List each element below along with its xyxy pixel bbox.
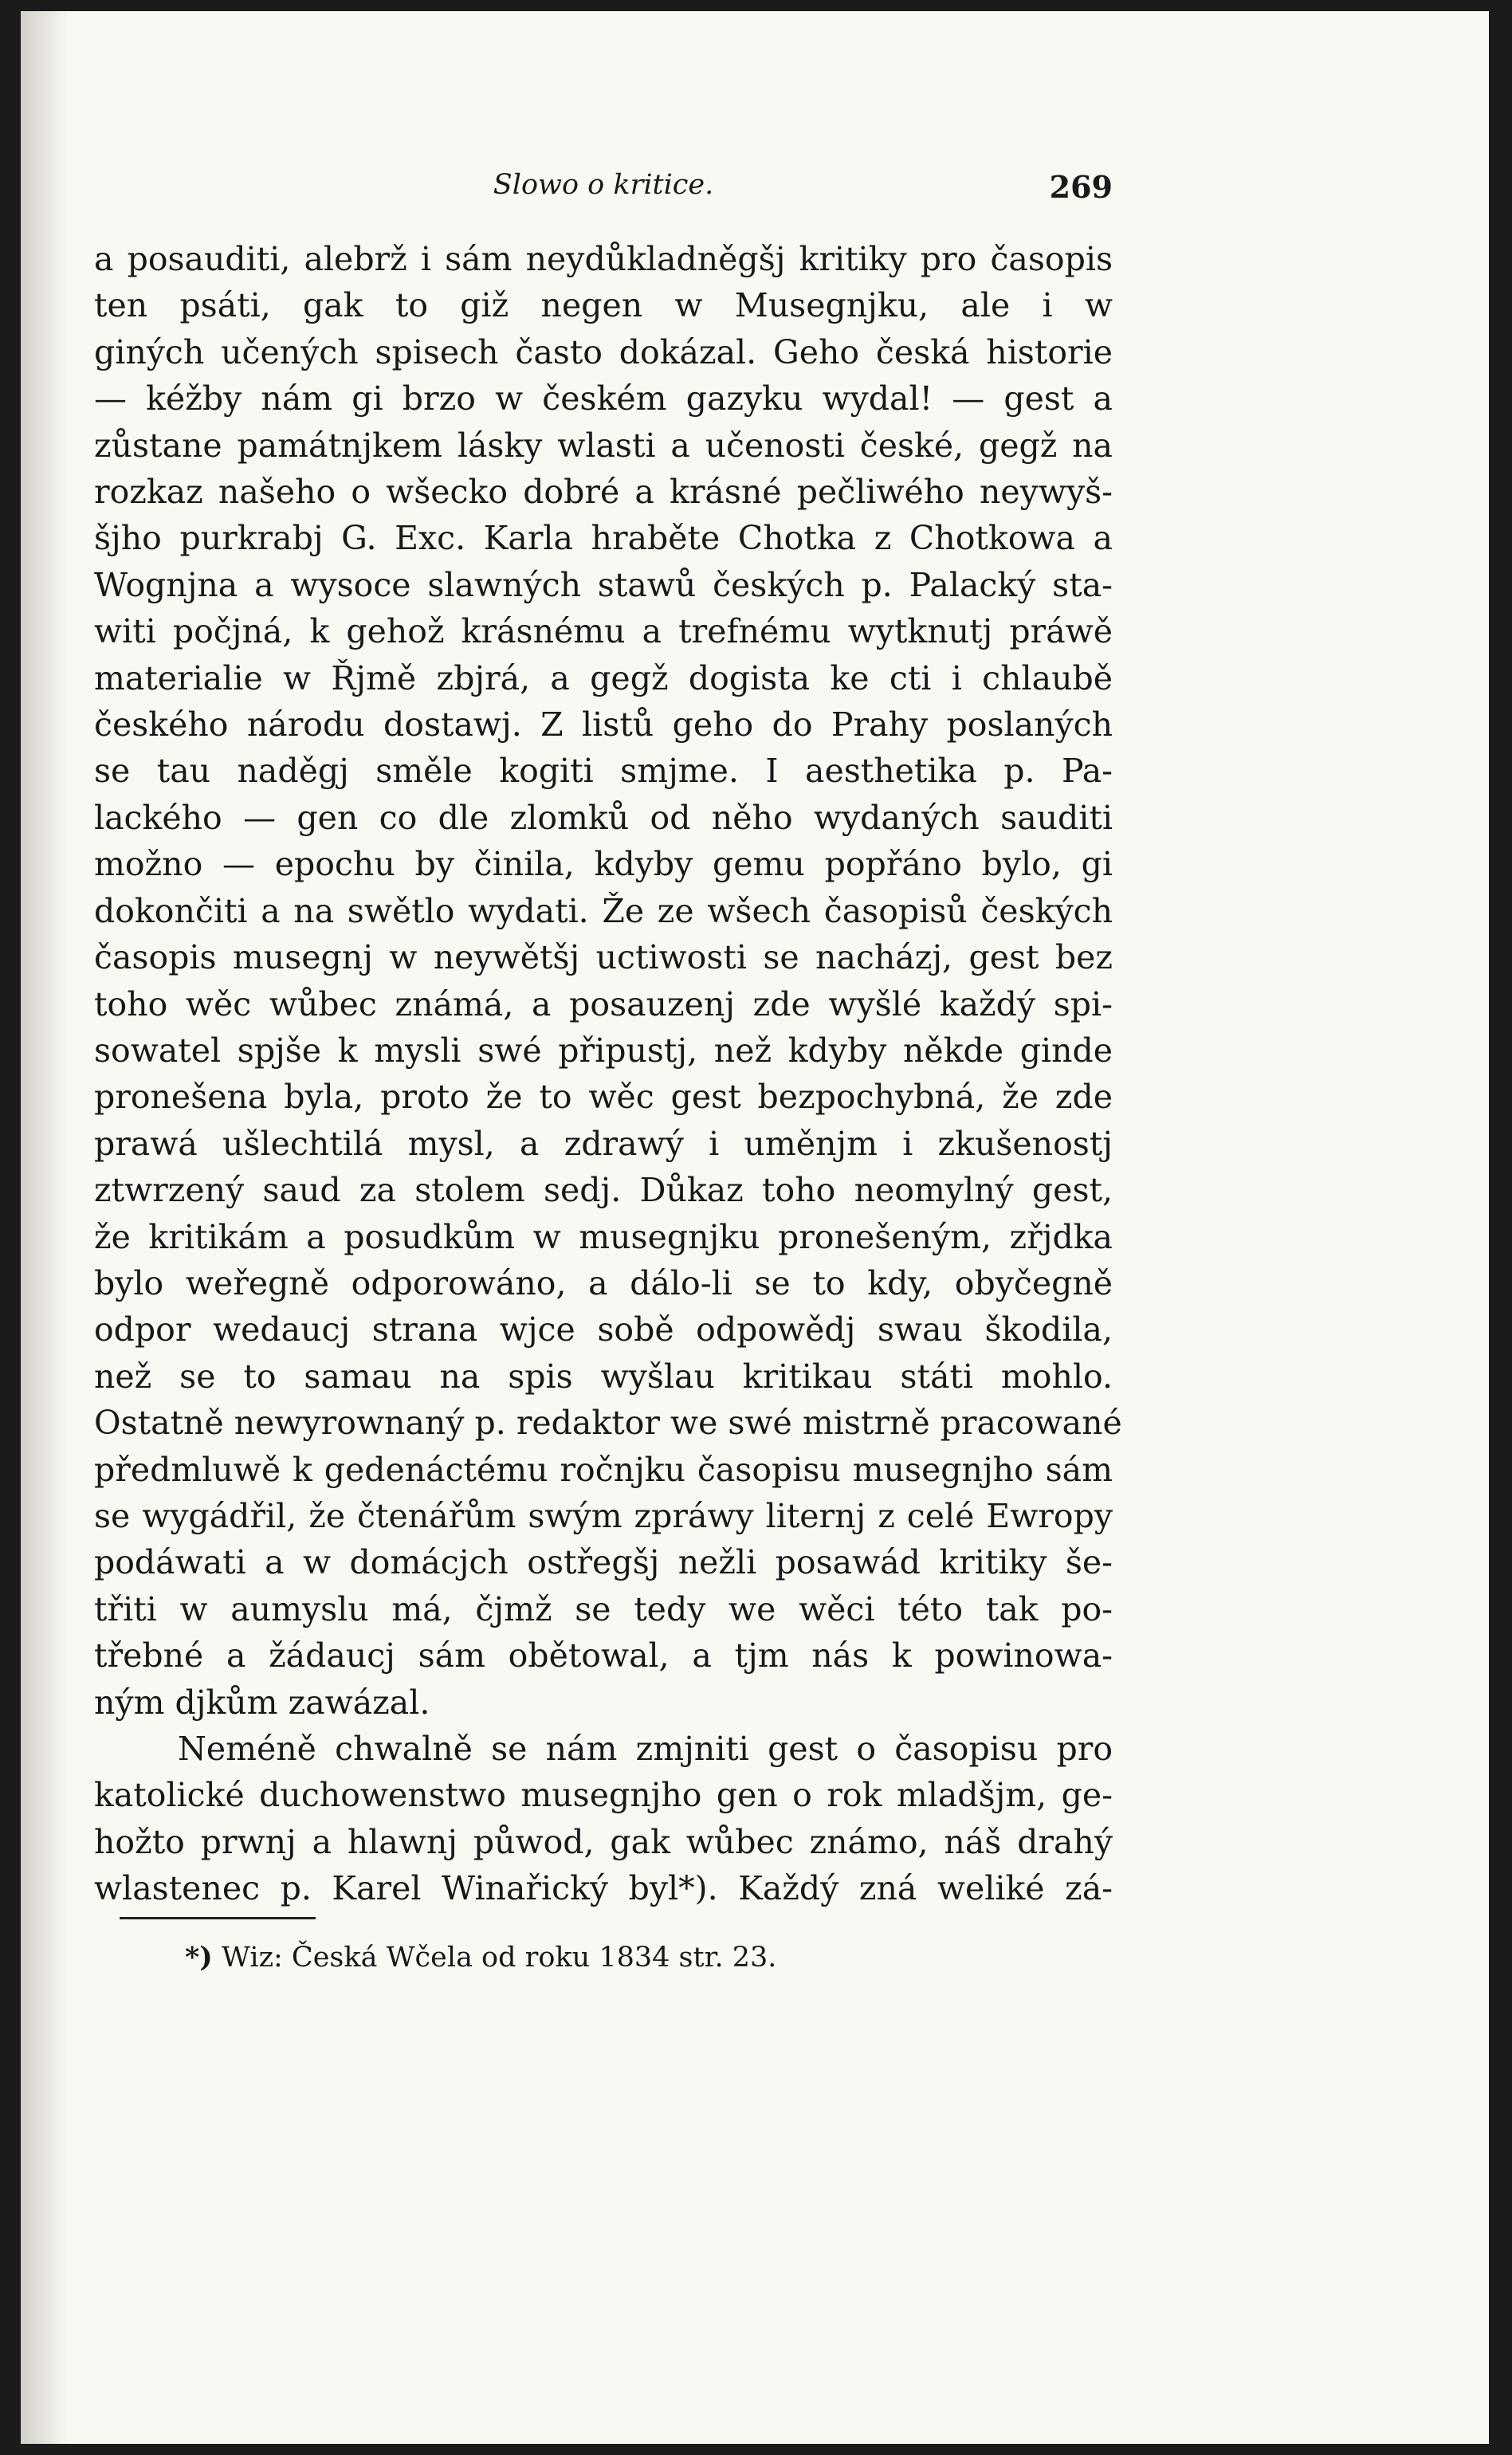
running-header — [94, 169, 1113, 225]
text-line: sowatel spjše k mysli swé připustj, než kdyby někde ginde — [94, 1031, 1113, 1070]
text-line: předmluwě k gedenáctému ročnjku časopisu musegnjho sám — [94, 1450, 1113, 1489]
text-line: prawá ušlechtilá mysl, a zdrawý i uměnjm i zkušenostj — [94, 1124, 1113, 1163]
text-line: Wognjna a wysoce slawných stawů českých p. Palacký sta- — [94, 565, 1113, 604]
text-line: možno — epochu by činila, kdyby gemu popřáno bylo, gi — [94, 845, 1113, 884]
footnote-rule — [120, 1917, 316, 1919]
text-line: materialie w Řjmě zbjrá, a gegž dogista ke cti i chlaubě — [94, 658, 1113, 697]
text-line: ným djkům zawázal. — [94, 1683, 430, 1722]
text-line: Neméně chwalně se nám zmjniti gest o časopisu pro — [178, 1730, 1113, 1768]
text-line: giných učených spisech často dokázal. Geho česká historie — [94, 332, 1113, 371]
text-line: dokončiti a na swětlo wydati. Že ze wšech časopisů českých — [94, 891, 1113, 930]
text-line: že kritikám a posudkům w musegnjku pronešeným, zřjdka — [94, 1217, 1113, 1256]
text-line: witi počjná, k gehož krásnému a trefnému wytknutj práwě — [94, 612, 1113, 651]
text-line: rozkaz našeho o wšecko dobré a krásné pečliwého neywyš- — [94, 473, 1113, 512]
text-line: zůstane památnjkem lásky wlasti a učenosti české, gegž na — [94, 426, 1113, 465]
text-line: než se to samau na spis wyšlau kritikau státi mohlo. — [94, 1357, 1113, 1396]
running-title: Slowo o kritice. — [493, 169, 714, 201]
text-line: třiti w aumyslu má, čjmž se tedy we wěci této tak po- — [94, 1589, 1113, 1628]
text-line: bylo weřegně odporowáno, a dálo-li se to kdy, obyčegně — [94, 1263, 1113, 1302]
text-line: katolické duchowenstwo musegnjho gen o rok mladšjm, ge- — [94, 1776, 1113, 1815]
text-line: se tau naděgj směle kogiti smjme. I aesthetika p. Pa- — [94, 752, 1113, 791]
text-line: se wygádřil, že čtenářům swým zpráwy liternj z celé Ewropy — [94, 1496, 1113, 1535]
text-line: hožto prwnj a hlawnj půwod, gak wůbec známo, náš drahý — [94, 1822, 1113, 1861]
text-line: Ostatně newyrownaný p. redaktor we swé mistrně pracowané — [94, 1404, 1122, 1443]
page-number: 269 — [1049, 169, 1113, 205]
text-line: šjho purkrabj G. Exc. Karla hraběte Chotka z Chotkowa a — [94, 519, 1113, 558]
footnote-text: Wiz: Česká Wčela od roku 1834 str. 23. — [222, 1942, 777, 1974]
text-line: třebné a žádaucj sám obětowal, a tjm nás k powinowa- — [94, 1636, 1113, 1675]
footnote-marker: *) — [185, 1941, 213, 1974]
text-line: odpor wedaucj strana wjce sobě odpowědj swau škodila, — [94, 1310, 1113, 1349]
body-text — [94, 236, 1122, 1912]
text-line: českého národu dostawj. Z listů geho do Prahy poslaných — [94, 705, 1113, 744]
text-line: — kéžby nám gi brzo w českém gazyku wydal! — gest a — [94, 379, 1113, 418]
text-line: lackého — gen co dle zlomků od něho wydaných sauditi — [94, 798, 1113, 837]
text-line: a posauditi, alebrž i sám neydůkladněgšj kritiky pro časopis — [94, 240, 1113, 278]
text-line: časopis musegnj w neywětšj uctiwosti se nacházj, gest bez — [94, 938, 1113, 977]
text-line: pronešena byla, proto že to wěc gest bezpochybná, že zde — [94, 1078, 1113, 1117]
text-line: podáwati a w domácjch ostřegšj nežli posawád kritiky še- — [94, 1543, 1113, 1582]
text-line: ztwrzený saud za stolem sedj. Důkaz toho neomylný gest, — [94, 1171, 1113, 1210]
footnote — [185, 1941, 776, 1974]
text-line: ten psáti, gak to giž negen w Musegnjku, ale i w — [94, 286, 1113, 325]
text-line: toho wěc wůbec známá, a posauzenj zde wyšlé každý spi- — [94, 984, 1113, 1023]
text-line: wlastenec p. Karel Winařický byl*). Každý zná weliké zá- — [94, 1869, 1113, 1908]
page-edge-shadow — [21, 11, 69, 2444]
